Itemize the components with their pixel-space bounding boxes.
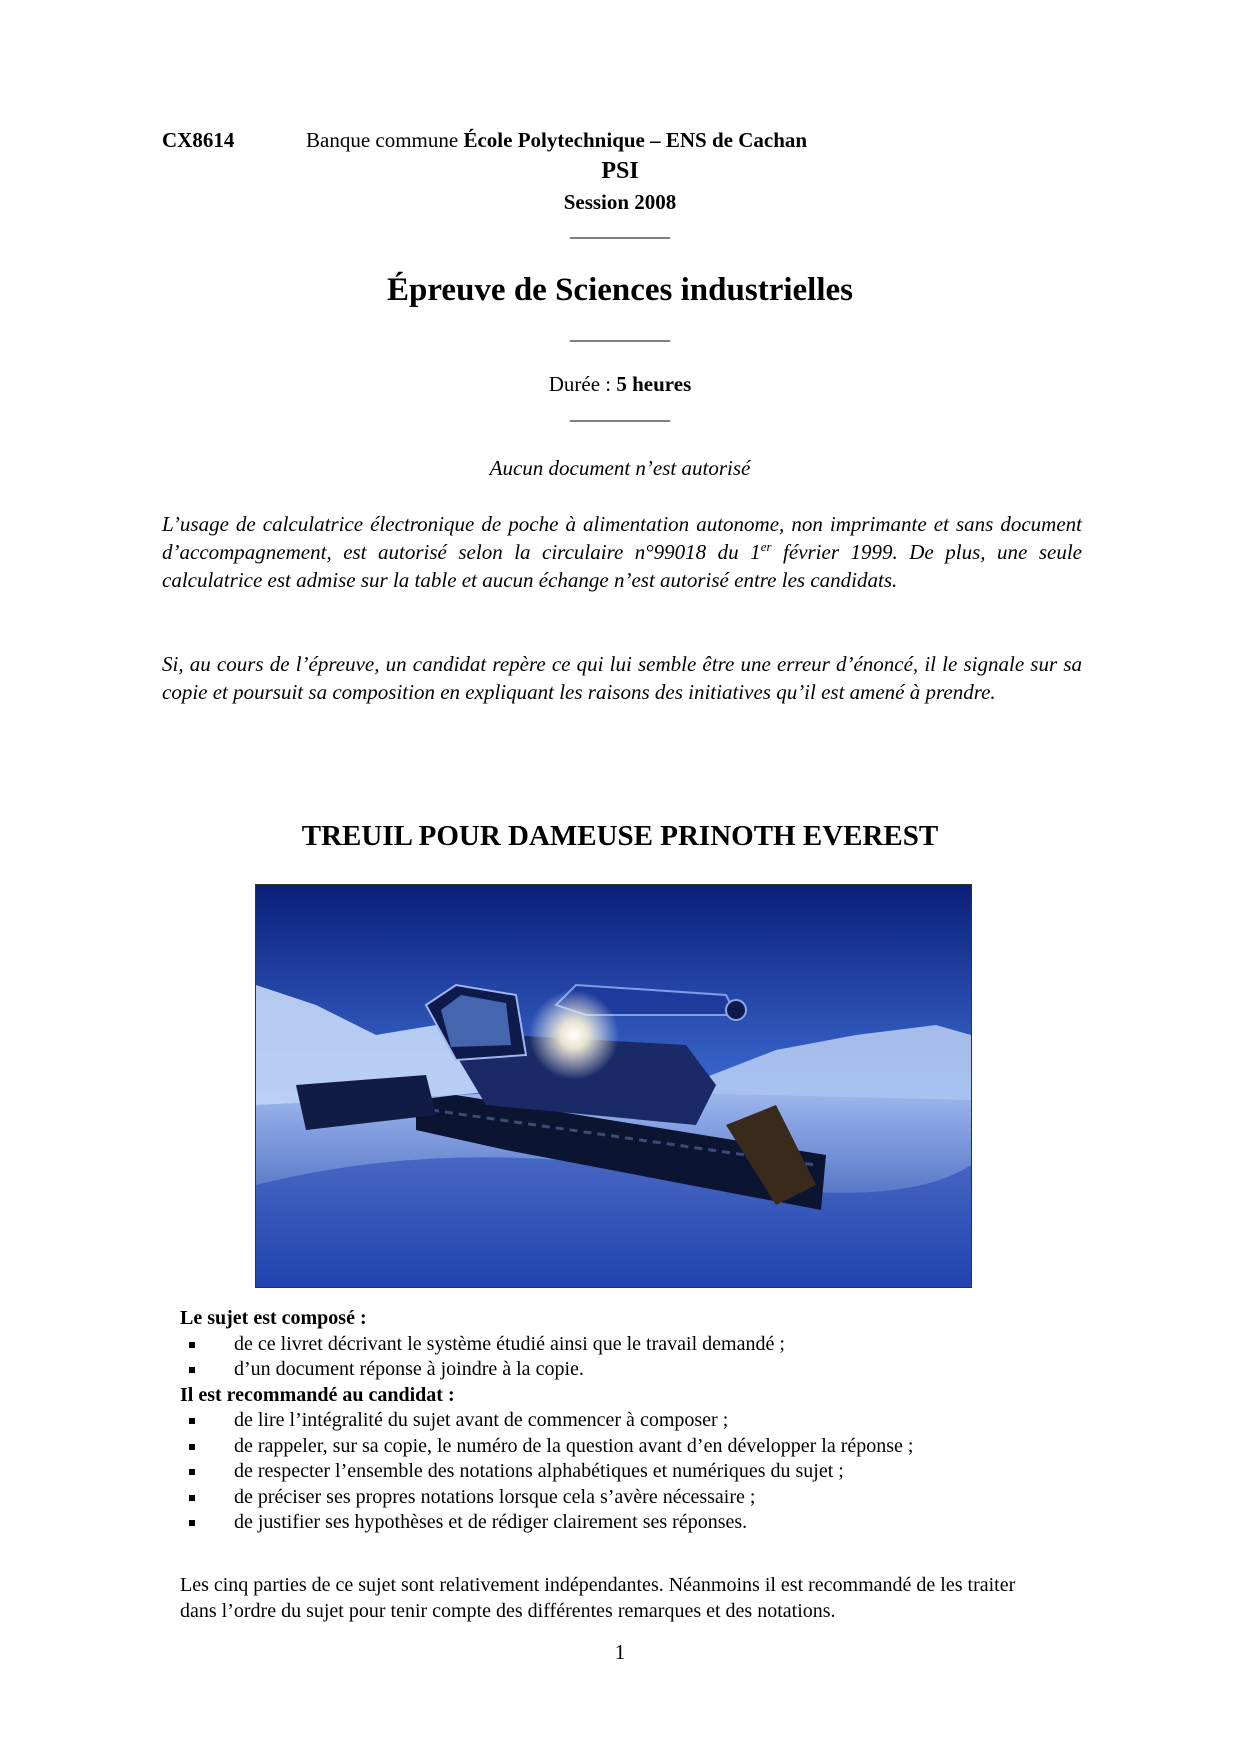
list-item-text: de lire l’intégralité du sujet avant de commencer à composer ;	[234, 1409, 729, 1431]
list-item-text: de respecter l’ensemble des notations alphabétiques et numériques du sujet ;	[234, 1460, 844, 1482]
list-item-text: de justifier ses hypothèses et de rédiger clairement ses réponses.	[234, 1511, 748, 1533]
list-item-text: de ce livret décrivant le système étudié ainsi que le travail demandé ;	[234, 1332, 785, 1355]
list-item	[180, 1408, 1080, 1434]
groomer-photo	[255, 884, 972, 1288]
exam-session: Session 2008	[563, 190, 677, 214]
list-item	[180, 1357, 1080, 1383]
calculator-notice	[162, 510, 1082, 594]
list-item	[180, 1510, 1080, 1536]
no-document-notice: Aucun document n’est autorisé	[489, 456, 751, 480]
duration-value: 5 heures	[616, 372, 692, 396]
bullet-icon	[189, 1495, 195, 1501]
exam-bank-prefix: Banque commune	[306, 128, 464, 152]
calculator-notice-text: L’usage de calculatrice électronique de poche à alimentation autonome, non imprimante et sans document d’accompagnement, est autorisé selon la circulaire n°99018 du 1	[162, 512, 1082, 564]
recommendations-heading: Il est recommandé au candidat :	[180, 1383, 455, 1406]
list-item-text: de préciser ses propres notations lorsque cela s’avère nécessaire ;	[234, 1485, 756, 1508]
separator-rule-1: __________	[570, 219, 670, 241]
error-notice: Si, au cours de l’épreuve, un candidat repère ce qui lui semble être une erreur d’énoncé, il le signale sur sa copie et poursuit sa composition en expliquant les raisons des initiatives qu’il est amené à prendre.	[162, 652, 1082, 704]
list-item-text: de rappeler, sur sa copie, le numéro de la question avant d’en développer la réponse ;	[234, 1434, 914, 1457]
exam-code: CX8614	[162, 128, 235, 152]
page-title: Épreuve de Sciences industrielles	[387, 272, 853, 308]
snow-groomer-illustration	[256, 885, 971, 1287]
list-item	[180, 1459, 1080, 1485]
bullet-icon	[189, 1367, 195, 1373]
list-item	[180, 1434, 1080, 1460]
bullet-icon	[189, 1469, 195, 1475]
list-item	[180, 1485, 1080, 1511]
exam-duration	[0, 372, 1240, 397]
bullet-icon	[189, 1418, 195, 1424]
composition-heading: Le sujet est composé :	[180, 1307, 367, 1329]
bullet-icon	[189, 1342, 195, 1348]
calculator-notice-sup: er	[760, 539, 772, 554]
list-item-text: d’un document réponse à joindre à la copie.	[234, 1358, 584, 1380]
closing-paragraph: Les cinq parties de ce sujet sont relativement indépendantes. Néanmoins il est recommandé de les traiter dans l’ordre du sujet pour tenir compte des différentes remarques et des notations.	[180, 1574, 1016, 1622]
instructions-block	[180, 1306, 1080, 1536]
subject-title: TREUIL POUR DAMEUSE PRINOTH EVEREST	[301, 820, 939, 852]
duration-label: Durée :	[548, 372, 617, 396]
calculator-notice-text-end: février 1999. De plus, une seule calculatrice est admise sur la table et aucun échange n’est autorisé entre les candidats.	[162, 540, 1082, 592]
exam-bank	[306, 128, 807, 153]
separator-rule-2: __________	[570, 322, 670, 344]
exam-track: PSI	[601, 158, 639, 184]
page-number: 1	[614, 1640, 626, 1664]
exam-bank-schools: École Polytechnique – ENS de Cachan	[463, 128, 808, 152]
bullet-icon	[189, 1444, 195, 1450]
list-item	[180, 1332, 1080, 1358]
bullet-icon	[189, 1520, 195, 1526]
separator-rule-3: __________	[570, 402, 670, 424]
